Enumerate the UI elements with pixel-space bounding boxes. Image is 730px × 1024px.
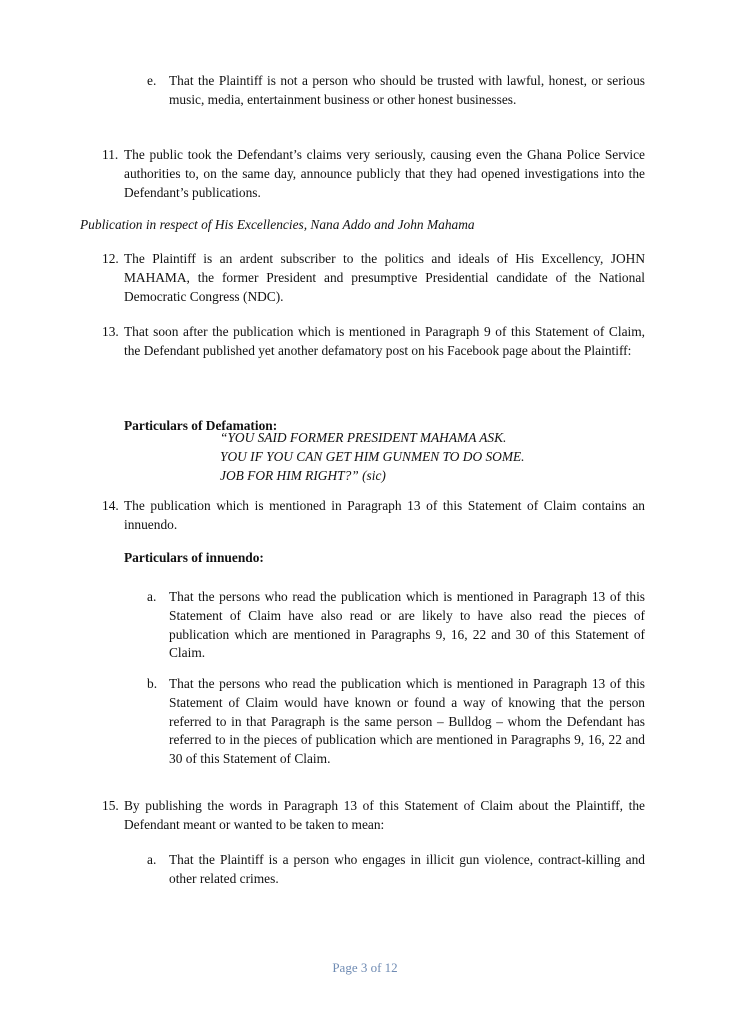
list-item-text: That the Plaintiff is not a person who should be trusted with lawful, honest, or serious music, media, entertainment business or other honest businesses. [169, 73, 645, 107]
paragraph-text: The publication which is mentioned in Paragraph 13 of this Statement of Claim contains an innuendo. [124, 498, 645, 532]
list-item [147, 72, 645, 110]
list-item-label: a. [147, 852, 157, 867]
paragraph-text: That soon after the publication which is mentioned in Paragraph 9 of this Statement of Claim, the Defendant published yet another defamatory post on his Facebook page about the Plaintiff: [124, 324, 645, 358]
quote-line: YOU IF YOU CAN GET HIM GUNMEN TO DO SOME. [220, 448, 525, 464]
paragraph-number: 11. [102, 147, 119, 162]
paragraph-number: 12. [102, 251, 119, 266]
paragraph-number: 15. [102, 798, 119, 813]
list-item-label: a. [147, 589, 157, 604]
paragraph-12 [102, 250, 645, 306]
paragraph-13 [102, 323, 645, 361]
list-item [147, 851, 645, 889]
quote-line: “YOU SAID FORMER PRESIDENT MAHAMA ASK. [220, 430, 507, 445]
paragraph-14 [102, 497, 645, 535]
particulars-innuendo-heading: Particulars of innuendo: [124, 550, 264, 565]
defamation-quote [220, 429, 560, 485]
paragraph-number: 13. [102, 324, 119, 339]
paragraph-15 [102, 797, 645, 835]
paragraph-text: By publishing the words in Paragraph 13 of this Statement of Claim about the Plaintiff, the Defendant meant or wanted to be taken to mean: [124, 798, 645, 832]
paragraph-text: The Plaintiff is an ardent subscriber to the politics and ideals of His Excellency, JOHN MAHAMA, the former President and presumptive Presidential candidate of the National Democratic Congress (NDC). [124, 251, 645, 304]
section-heading: Publication in respect of His Excellencies, Nana Addo and John Mahama [80, 217, 475, 232]
list-item-label: e. [147, 73, 157, 88]
list-item [147, 675, 645, 769]
list-item-label: b. [147, 676, 158, 691]
list-item-text: That the Plaintiff is a person who engages in illicit gun violence, contract-killing and other related crimes. [169, 852, 645, 886]
list-item-text: That the persons who read the publication which is mentioned in Paragraph 13 of this Statement of Claim would have known or found a way of knowing that the person referred to in that Paragraph is the same person – Bulldog – whom the Defendant has referred to in the pieces of publication which are mentioned in Paragraphs 9, 16, 22 and 30 of this Statement of Claim. [169, 676, 645, 767]
list-item-text: That the persons who read the publication which is mentioned in Paragraph 13 of this Statement of Claim have also read or are likely to have also read the pieces of publication which are mentioned in Paragraphs 9, 16, 22 and 30 of this Statement of Claim. [169, 589, 645, 661]
particulars-defamation-heading: Particulars of Defamation: [124, 418, 278, 433]
list-item [147, 588, 645, 663]
paragraph-text: The public took the Defendant’s claims very seriously, causing even the Ghana Police Service authorities to, on the same day, announce publicly that they had opened investigations into the Defendant’s publications. [124, 147, 645, 200]
paragraph-11 [102, 146, 645, 202]
quote-line: JOB FOR HIM RIGHT?” (sic) [220, 467, 386, 483]
paragraph-number: 14. [102, 498, 119, 513]
page-number: Page 3 of 12 [332, 960, 398, 975]
